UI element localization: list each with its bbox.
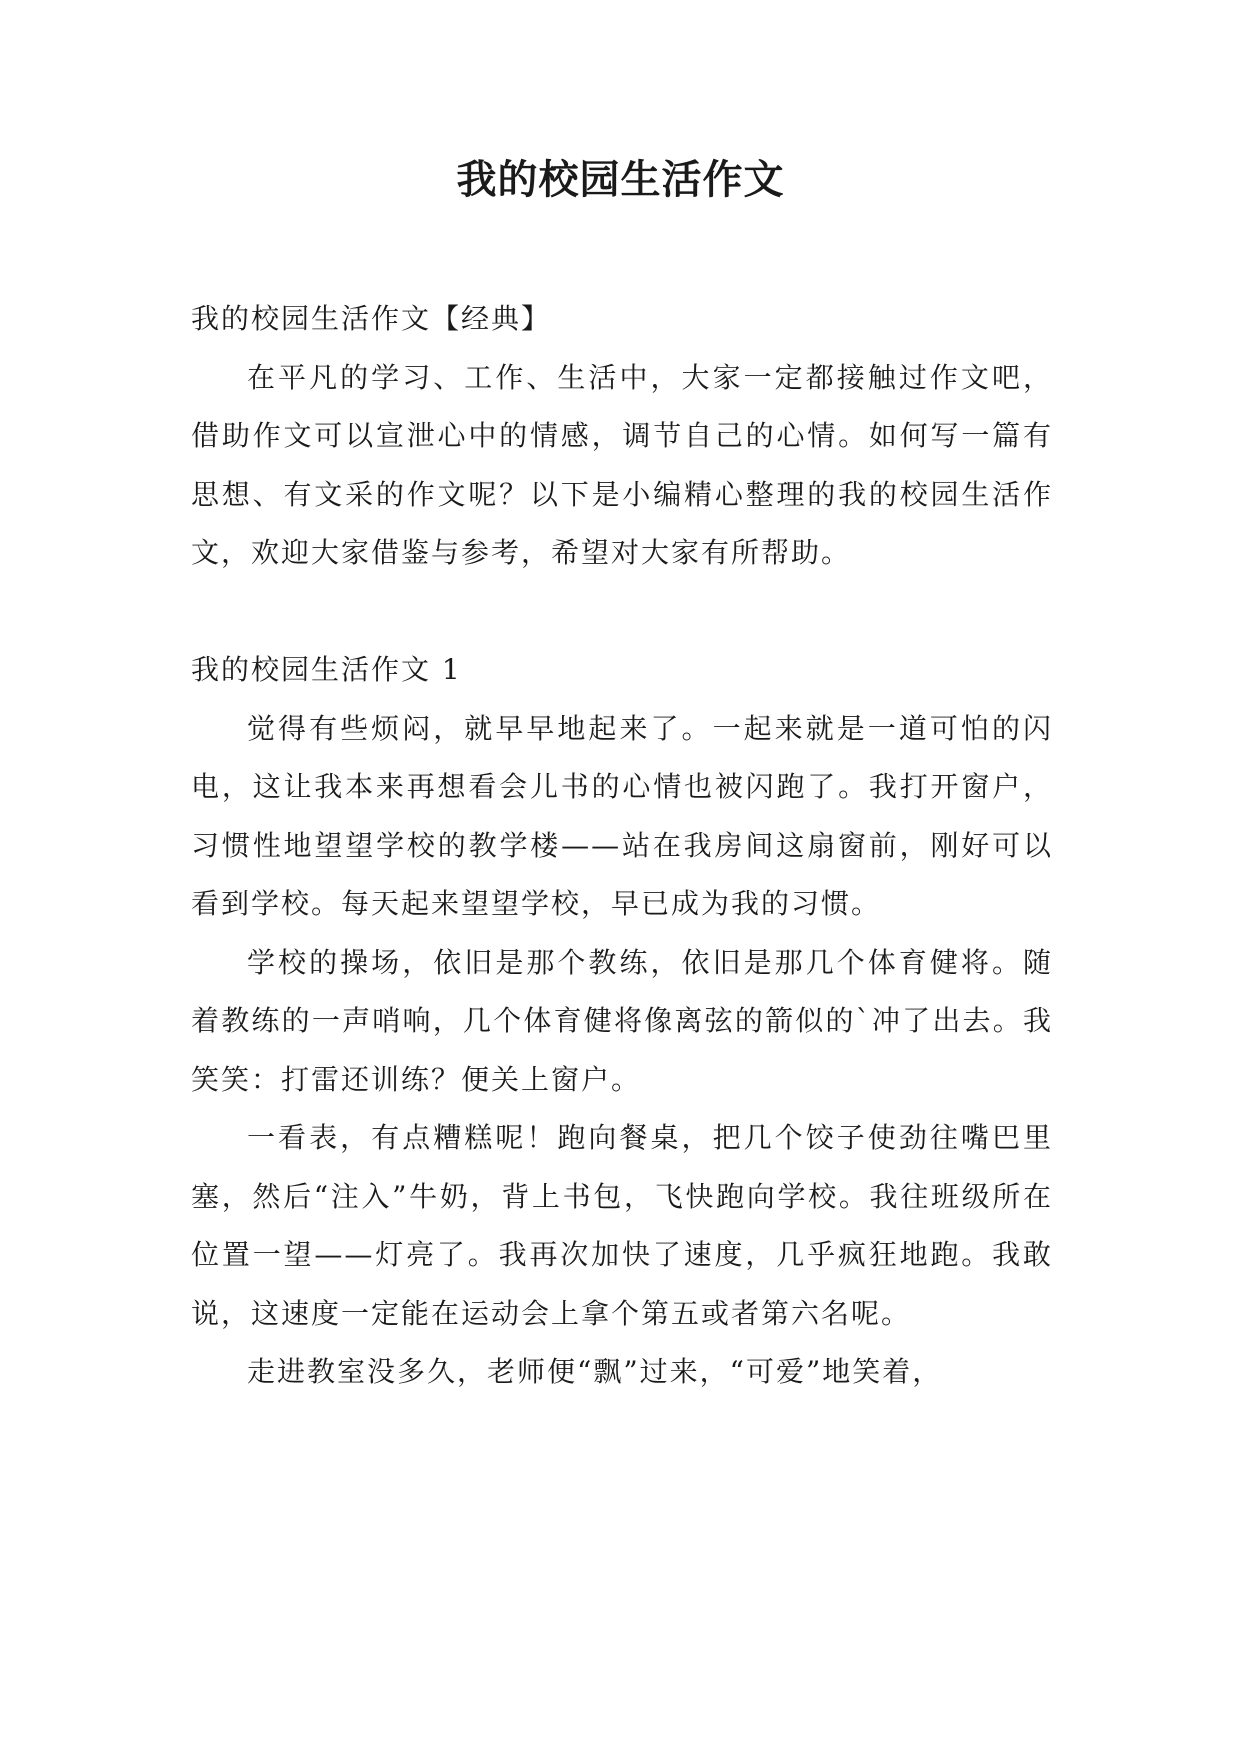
body-paragraph-4: 走进教室没多久，老师便“飘”过来，“可爱”地笑着， — [247, 1355, 943, 1388]
document-body — [191, 290, 1053, 1402]
body-paragraph-2: 学校的操场，依旧是那个教练，依旧是那几个体育健将。随着教练的一声哨响，几个体育健将像离弦的箭似的`冲了出去。我笑笑：打雷还训练？便关上窗户。 — [191, 945, 1053, 1096]
intro-paragraph: 在平凡的学习、工作、生活中，大家一定都接触过作文吧，借助作文可以宣泄心中的情感，调节自己的心情。如何写一篇有思想、有文采的作文呢？以下是小编精心整理的我的校园生活作文，欢迎大家借鉴与参考，希望对大家有所帮助。 — [191, 360, 1053, 569]
document-title: 我的校园生活作文 — [456, 156, 785, 203]
body-paragraph-1: 觉得有些烦闷，就早早地起来了。一起来就是一道可怕的闪电，这让我本来再想看会儿书的心情也被闪跑了。我打开窗户，习惯性地望望学校的教学楼——站在我房间这扇窗前，刚好可以看到学校。每天起来望望学校，早已成为我的习惯。 — [191, 711, 1053, 920]
body-paragraph-3: 一看表，有点糟糕呢！跑向餐桌，把几个饺子使劲往嘴巴里塞，然后“注入”牛奶，背上书包，飞快跑向学校。我往班级所在位置一望——灯亮了。我再次加快了速度，几乎疯狂地跑。我敢说，这速度一定能在运动会上拿个第五或者第六名呢。 — [191, 1121, 1053, 1330]
section-spacer — [191, 583, 1053, 642]
intro-heading: 我的校园生活作文【经典】 — [191, 302, 552, 335]
section-heading: 我的校园生活作文 1 — [191, 653, 462, 686]
